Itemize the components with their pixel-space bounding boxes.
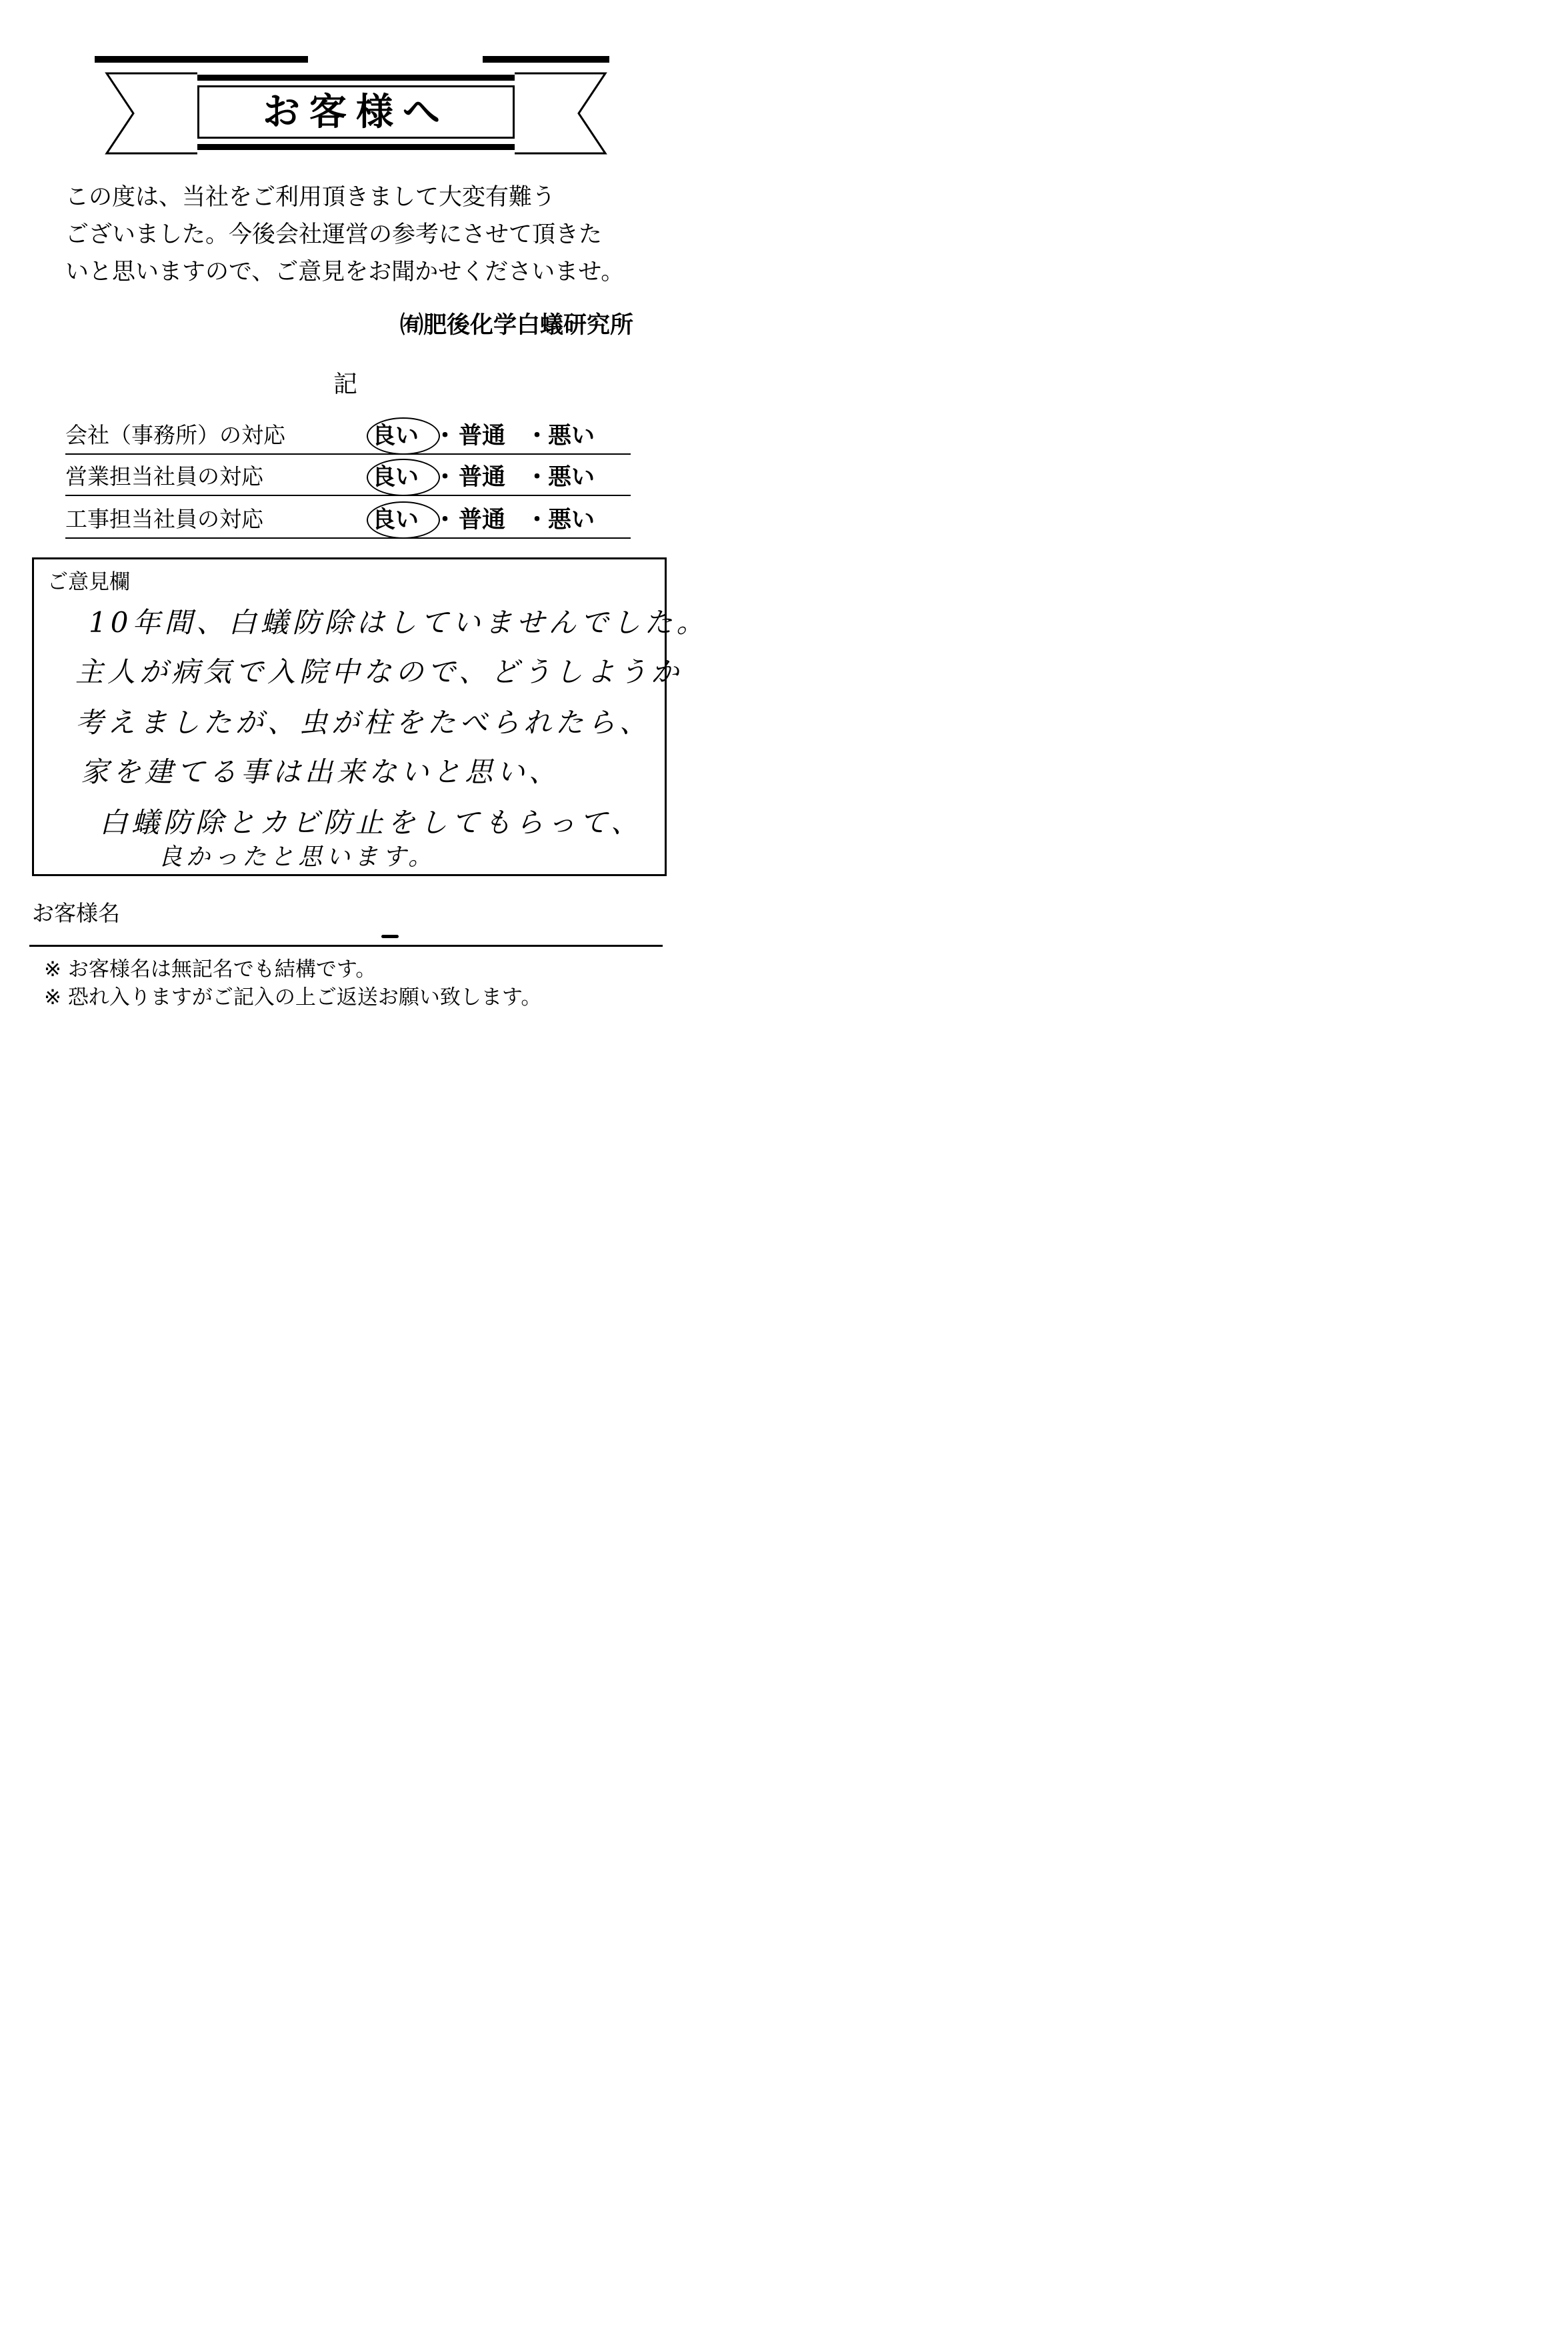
handwritten-line: 白蟻防除とカビ防止をしてもらって、 <box>99 806 643 839</box>
option-separator: ・ <box>525 506 549 533</box>
page-title: お客様へ <box>263 90 449 134</box>
intro-line: いと思いますので、ご意見をお聞かせくださいませ。 <box>65 259 625 285</box>
option-separator: ・ <box>433 463 457 491</box>
evaluation-label: 営業担当社員の対応 <box>65 463 263 489</box>
customer-name-field[interactable] <box>29 945 663 947</box>
evaluation-row <box>65 413 631 455</box>
handwritten-line: 主人が病気で入院中なので、どうしようか <box>75 655 683 688</box>
evaluation-label: 工事担当社員の対応 <box>65 506 263 532</box>
option-good: 良い <box>372 463 419 491</box>
ink-mark <box>381 935 399 938</box>
row-divider <box>65 495 631 496</box>
note: ※ お客様名は無記名でも結構です。 <box>44 957 377 981</box>
evaluation-row <box>65 455 631 496</box>
option-separator: ・ <box>525 463 549 491</box>
banner-title-box <box>197 85 515 139</box>
customer-name-label: お客様名 <box>32 900 120 926</box>
opinion-box[interactable] <box>32 557 709 876</box>
note: ※ 恐れ入りますがご記入の上ご返送お願い致します。 <box>44 985 542 1009</box>
option-good: 良い <box>372 506 419 533</box>
handwritten-line: 家を建てる事は出来ないと思い、 <box>81 755 561 788</box>
option-bad: 悪い <box>548 506 595 533</box>
opinion-title: ご意見欄 <box>47 570 130 594</box>
intro-paragraph <box>65 179 652 291</box>
option-separator: ・ <box>525 422 549 449</box>
evaluation-row <box>65 497 631 539</box>
ki-heading: 記 <box>333 371 358 398</box>
handwritten-line: 良かったと思います。 <box>158 843 437 871</box>
handwritten-line: 10年間、白蟻防除はしていませんでした。 <box>89 606 709 639</box>
option-normal: 普通 <box>459 506 506 533</box>
intro-line: この度は、当社をご利用頂きまして大変有難う <box>65 184 556 211</box>
intro-line: ございました。今後会社運営の参考にさせて頂きた <box>65 221 603 248</box>
option-normal: 普通 <box>459 422 506 449</box>
evaluation-label: 会社（事務所）の対応 <box>65 422 285 448</box>
option-separator: ・ <box>433 422 457 449</box>
option-bad: 悪い <box>548 463 595 491</box>
option-separator: ・ <box>433 506 457 533</box>
row-divider <box>65 537 631 539</box>
option-normal: 普通 <box>459 463 506 491</box>
option-bad: 悪い <box>548 422 595 449</box>
handwritten-line: 考えましたが、虫が柱をたべられたら、 <box>75 706 652 739</box>
option-good: 良い <box>372 422 419 449</box>
company-name: ㈲肥後化学白蟻研究所 <box>399 312 633 339</box>
